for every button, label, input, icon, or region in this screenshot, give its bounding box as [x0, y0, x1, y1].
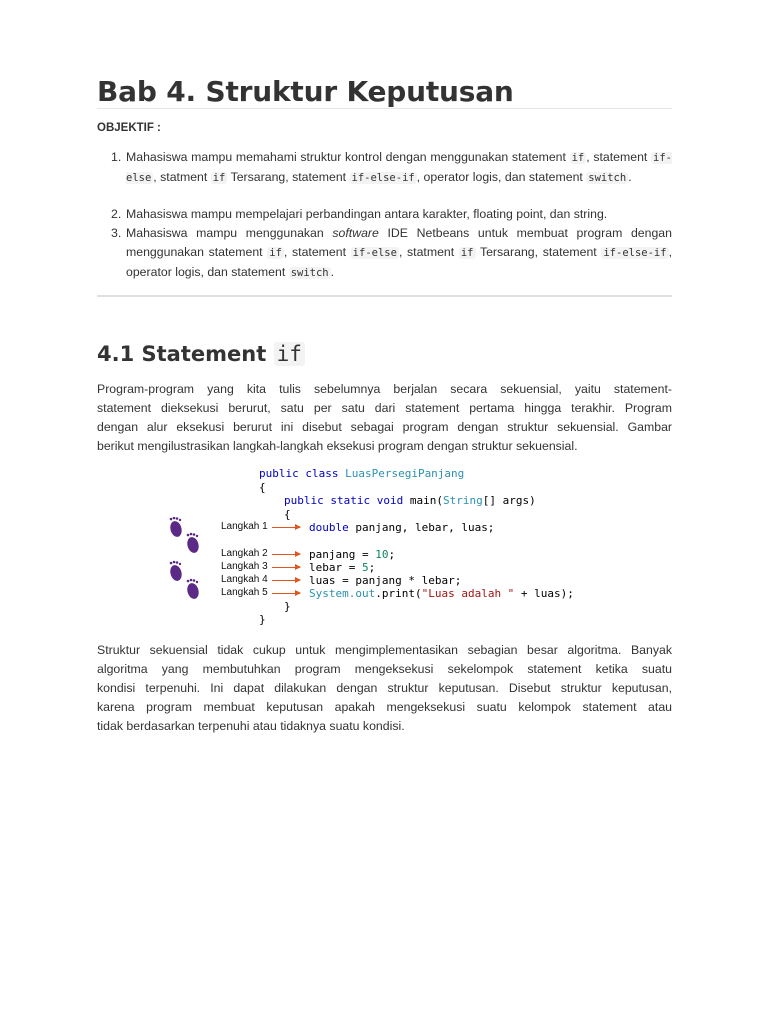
- chapter-heading: Bab 4. Struktur Keputusan: [97, 75, 514, 108]
- inline-code: if: [269, 247, 282, 259]
- code-field: out: [355, 587, 376, 600]
- paragraph-line: algoritma yang membutuhkan program mengeksekusi sekelompok statement ketika suatu: [97, 662, 672, 676]
- code-text: lebar =: [309, 561, 362, 574]
- step-label-1: Langkah 1: [221, 521, 268, 532]
- step-arrow: [272, 567, 300, 568]
- inline-code: if: [571, 152, 585, 164]
- section-heading: [97, 338, 305, 370]
- code-line-8: luas = panjang * lebar;: [309, 574, 462, 587]
- code-line-6: [309, 548, 395, 561]
- step-arrow: [272, 593, 300, 594]
- paragraph-line: berikut mengilustrasikan langkah-langkah eksekusi program dengan struktur sekuensial.: [97, 439, 578, 453]
- code-number: 10: [375, 548, 389, 561]
- objective-text: Mahasiswa mampu mempelajari perbandingan antara karakter, floating point, dan string.: [126, 207, 608, 221]
- objective-text: , operator logis, dan statement: [416, 170, 587, 184]
- paragraph-line: statement dieksekusi berurut, satu per satu dari statement pertama hingga terakhir. Program: [97, 401, 672, 415]
- objective-text: IDE Netbeans untuk membuat program dengan menggunakan statement: [126, 226, 672, 259]
- inline-code: switch: [290, 267, 329, 279]
- paragraph-line: Program-program yang kita tulis sebelumnya berjalan secara sekuensial, yaitu statement-: [97, 382, 672, 396]
- footprints-icon: [167, 517, 207, 607]
- objective-text: .: [330, 265, 335, 279]
- code-line-5: [309, 521, 494, 534]
- step-label-4: Langkah 4: [221, 574, 268, 585]
- code-line-9: [309, 587, 574, 600]
- step-arrow: [272, 580, 300, 581]
- code-text: (: [436, 494, 443, 507]
- objective-text: , statment: [398, 245, 459, 259]
- emphasis-text: software: [332, 226, 379, 240]
- code-text: ;: [388, 548, 396, 561]
- paragraph-line: Struktur sekuensial tidak cukup untuk mengimplementasikan sebagian besar algoritma. Banyak: [97, 643, 672, 657]
- step-arrow: [272, 527, 300, 528]
- objective-number: 3.: [111, 226, 122, 240]
- paragraph-line: karena program membuat keputusan apakah mengeksekusi suatu kelompok statement atau: [97, 700, 672, 714]
- objective-text: , statment: [153, 170, 211, 184]
- objective-text: , statement: [283, 245, 351, 259]
- code-line-3: [284, 494, 536, 507]
- objectives-list: [97, 148, 672, 281]
- code-text: + luas);: [514, 587, 574, 600]
- objektif-label: OBJEKTIF :: [97, 122, 161, 134]
- code-keyword: public class: [259, 467, 346, 480]
- objective-item-2: [97, 205, 672, 224]
- section-divider: [97, 295, 672, 297]
- objective-number: 2.: [111, 207, 122, 221]
- code-text: ;: [368, 561, 376, 574]
- paragraph-line: tidak berdasarkan terpenuhi atau tidaknya suatu kondisi.: [97, 719, 405, 733]
- paragraph-2: [97, 641, 672, 736]
- code-line-2: {: [259, 481, 266, 494]
- code-text: panjang, lebar, luas;: [355, 521, 495, 534]
- objective-text: Mahasiswa mampu memahami struktur kontrol dengan menggunakan statement: [126, 150, 570, 164]
- code-line-10: }: [284, 600, 291, 613]
- objective-text: .: [628, 170, 632, 184]
- code-class-name: LuasPersegiPanjang: [345, 467, 465, 480]
- paragraph-1: [97, 380, 672, 456]
- objective-number: 1.: [111, 150, 122, 164]
- code-type: String: [442, 494, 483, 507]
- code-type: System.: [309, 587, 356, 600]
- code-text: [] args): [482, 494, 536, 507]
- code-number: 5: [361, 561, 369, 574]
- inline-code: if: [460, 247, 474, 259]
- inline-code: switch: [588, 172, 627, 184]
- step-arrow: [272, 554, 300, 555]
- section-heading-code: if: [274, 342, 305, 366]
- code-text: main: [409, 494, 437, 507]
- code-line-1: [259, 467, 464, 480]
- objective-text: Mahasiswa mampu menggunakan: [126, 226, 333, 240]
- heading-divider: [97, 108, 672, 109]
- code-keyword: double: [309, 521, 356, 534]
- inline-code: if-else-if: [351, 172, 415, 184]
- code-text: panjang =: [309, 548, 376, 561]
- paragraph-line: kondisi terpenuhi. Ini dapat dilakukan dengan struktur keputusan. Disebut struktur keputusan,: [97, 681, 672, 695]
- code-string: "Luas adalah ": [421, 587, 515, 600]
- code-line-4: {: [284, 508, 291, 521]
- objective-item-1: [97, 148, 672, 205]
- code-keyword: public static void: [284, 494, 410, 507]
- objective-text: , statement: [586, 150, 652, 164]
- inline-code: if: [212, 172, 226, 184]
- objective-item-3: [97, 224, 672, 281]
- objective-text: Tersarang, statement: [227, 170, 350, 184]
- step-label-2: Langkah 2: [221, 548, 268, 559]
- step-label-3: Langkah 3: [221, 561, 268, 572]
- objective-text: Tersarang, statement: [475, 245, 602, 259]
- inline-code: if-else-if: [603, 247, 667, 259]
- paragraph-line: dengan alur eksekusi berurut ini disebut sebagai program dengan struktur sekuensial. Gambar: [97, 420, 672, 434]
- code-line-7: [309, 561, 375, 574]
- code-text: .print(: [375, 587, 422, 600]
- inline-code: if-else: [126, 152, 672, 184]
- step-label-5: Langkah 5: [221, 587, 268, 598]
- inline-code: if-else: [352, 247, 397, 259]
- objective-text: , operator logis, dan statement: [126, 245, 672, 279]
- section-heading-text: 4.1 Statement: [97, 342, 274, 366]
- sequential-code-figure: [167, 462, 577, 632]
- code-line-11: }: [259, 613, 266, 626]
